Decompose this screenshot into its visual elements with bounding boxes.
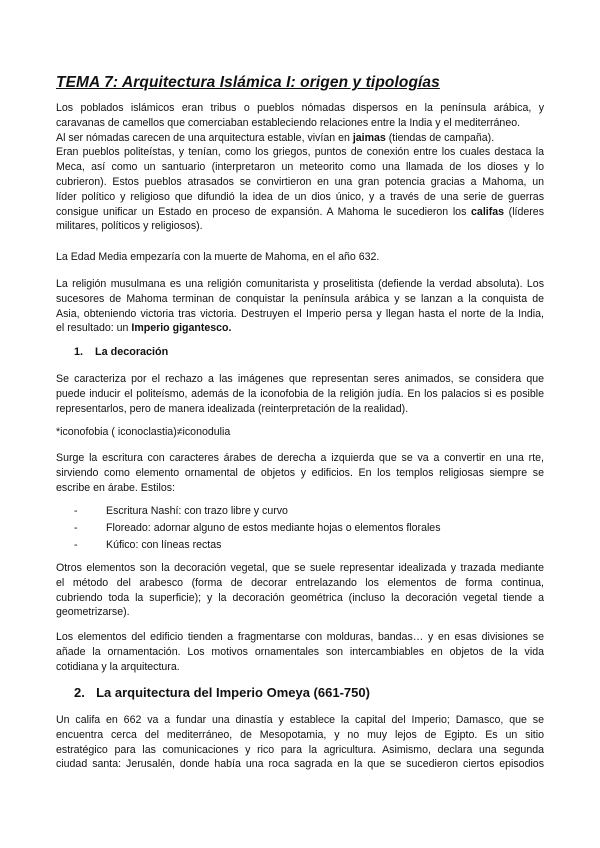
page-title: TEMA 7: Arquitectura Islámica I: origen y tipologías <box>56 74 440 91</box>
text-line: añade la ornamentación. Los motivos ornamentales son intercambiables en objetos de la vida <box>56 645 544 658</box>
text-line: encuentra cerca del mediterráneo, de Mesopotamia, y no muy lejos de Egipto. Es un sitio <box>56 728 544 741</box>
text-line: estratégico para las comunicaciones y rico para la agricultura. Asimismo, declara una segunda <box>56 743 544 756</box>
text-line: geometrizarse). <box>56 606 130 619</box>
text-line: el resultado: un Imperio gigantesco. <box>56 322 232 335</box>
text-line: Asia, obteniendo victoria tras victoria. Destruyen el Imperio persa y llegan hasta el norte de la India, <box>56 307 544 320</box>
text-line: Meca, así como un santuario (interpretaron un meteorito como una llamada de los dioses y lo <box>56 161 544 174</box>
section-heading-omeya <box>74 685 370 700</box>
text-line: consigue unificar un Estado en proceso de expansión. A Mahoma le sucedieron los califas (líderes <box>56 205 544 218</box>
section-title: La decoración <box>95 346 169 358</box>
text-line: La Edad Media empezaría con la muerte de Mahoma, en el año 632. <box>56 251 380 263</box>
section-title: La arquitectura del Imperio Omeya (661-750) <box>96 685 370 700</box>
text-line: cubriendo toda la superficie); y la decoración geométrica (incluso la decoración vegetal tiende a <box>56 591 544 604</box>
text-line: escribe en árabe. Estilos: <box>56 481 175 494</box>
text-line: representarlos, pero de manera idealizada (reinterpretación de la realidad). <box>56 402 409 415</box>
text-line: La religión musulmana es una religión comunitarista y proselitista (defiende la verdad absoluta). Los <box>56 278 544 290</box>
paragraph-religion <box>56 277 544 336</box>
text-line: cotidiana y la arquitectura. <box>56 660 180 673</box>
paragraph-iconofobia <box>56 425 544 440</box>
text-line: Los poblados islámicos eran tribus o pueblos nómadas dispersos en la península arábica, y <box>56 102 544 114</box>
section-number: 2. <box>74 685 85 700</box>
paragraph-intro <box>56 101 544 234</box>
text-line: Un califa en 662 va a fundar una dinastía y establece la capital del Imperio; Damasco, que se <box>56 714 544 726</box>
text-line: cubrieron). Estos pueblos atrasados se convirtieron en una gran potencia gracias a Mahoma, un <box>56 175 544 188</box>
text-line: caravanas de camellos que comerciaban estableciendo relaciones entre la India y el mediterráneo. <box>56 116 521 129</box>
text-line: *iconofobia ( iconoclastia)≠iconodulia <box>56 426 231 438</box>
text-line: sirviendo como elemento ornamental de objetos y edificios. En los templos religiosas siempre se <box>56 466 544 479</box>
text-line: Otros elementos son la decoración vegetal, que se suele representar idealizada y trazada mediante <box>56 562 544 574</box>
text-line: ciudad santa: Jerusalén, donde había una roca sagrada en la que se sucedieron ciertos episodios <box>56 758 544 771</box>
section-heading-decoracion <box>74 346 168 358</box>
list-item: - Floreado: adornar alguno de estos mediante hojas o elementos florales <box>74 522 441 534</box>
text-line: Al ser nómadas carecen de una arquitectura estable, vivían en jaimas (tiendas de campaña). <box>56 131 495 144</box>
text-line: sucesores de Mahoma terminan de conquistar la península arábica y se lanzan a la conquista de <box>56 292 544 305</box>
text-line: Se caracteriza por el rechazo a las imágenes que representan seres animados, se considera que <box>56 373 544 385</box>
paragraph-edad-media <box>56 250 544 265</box>
paragraph-rechazo <box>56 372 544 416</box>
text-line: Los elementos del edificio tienden a fragmentarse con molduras, bandas… y en esas divisiones se <box>56 631 544 643</box>
list-item: - Kúfico: con líneas rectas <box>74 539 222 551</box>
text-line: puede inducir el politeísmo, además de la iconofobia de la religión judía. En los palacios si es posible <box>56 387 544 400</box>
list-item: - Escritura Nashí: con trazo libre y curvo <box>74 505 288 517</box>
text-line: Surge la escritura con caracteres árabes de derecha a izquierda que se va a convertir en una rte, <box>56 452 544 464</box>
paragraph-escritura <box>56 451 544 495</box>
text-line: militares, políticos y religiosos). <box>56 220 203 233</box>
paragraph-decoracion-vegetal <box>56 561 544 620</box>
text-line: Eran pueblos politeístas, y tenían, como los griegos, puntos de conexión entre los cuales destaca la <box>56 146 544 159</box>
section-number: 1. <box>74 346 84 358</box>
text-line: líder político y religioso que difundió la idea de un dios único, y a través de una serie de guerras <box>56 190 544 203</box>
text-line: el método del arabesco (forma de decorar entrelazando los elementos de forma continua, <box>56 576 544 589</box>
paragraph-califa <box>56 713 544 772</box>
paragraph-elementos <box>56 630 544 674</box>
